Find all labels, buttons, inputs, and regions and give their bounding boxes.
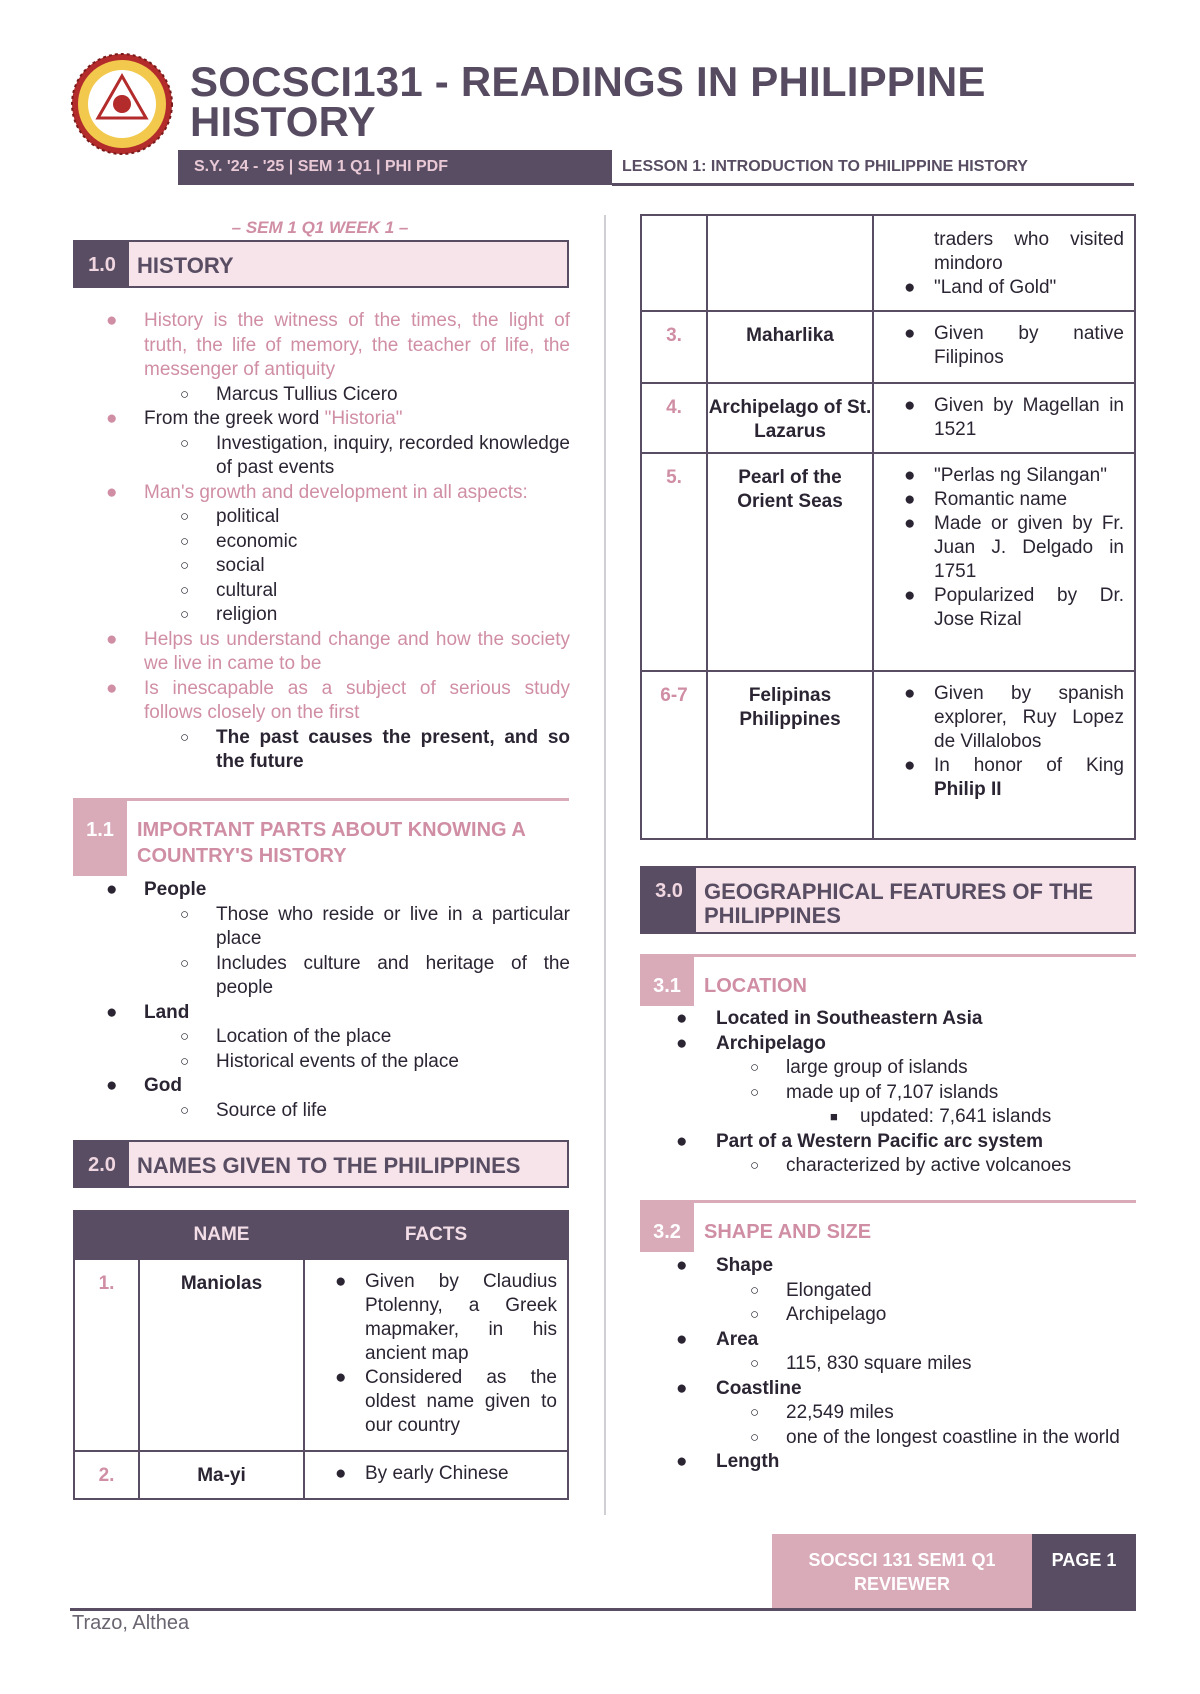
week-label: – SEM 1 Q1 WEEK 1 – (231, 218, 409, 237)
list-item: ○ The past causes the present, and so the future (180, 726, 570, 772)
title-line-2: HISTORY (190, 98, 376, 145)
section-3-0-header (640, 866, 1136, 934)
section-1-1-header (73, 798, 569, 876)
list-item: ● Archipelago (676, 1032, 826, 1054)
location-list (640, 1007, 1136, 1179)
list-item: ● Coastline (676, 1377, 802, 1399)
list-item: ○ Elongated (750, 1279, 872, 1301)
section-title: IMPORTANT PARTS ABOUT KNOWING A COUNTRY'S HISTORY (137, 819, 526, 867)
table-row: 1. Maniolas ● Given by Claudius Ptolenny, a Greek mapmaker, in his ancient map ● Considered as the oldest name given to our country (74, 1259, 568, 1451)
lesson-bar: LESSON 1: INTRODUCTION TO PHILIPPINE HISTORY (612, 150, 1134, 186)
list-item: ○ characterized by active volcanoes (750, 1155, 1072, 1176)
list-item: ● God (106, 1075, 182, 1096)
list-item: ■ updated: 7,641 islands (830, 1106, 1052, 1127)
section-number: 1.1 (73, 801, 127, 876)
section-number: 3.0 (642, 868, 696, 932)
title-line-1: SOCSCI131 - READINGS IN PHILIPPINE (190, 58, 986, 105)
list-item: ○ one of the longest coastline in the world (750, 1426, 1120, 1448)
section-3-2-header (640, 1200, 1136, 1252)
table-row: 3. Maharlika ● Given by native Filipinos (641, 311, 1135, 383)
section-3-1-header (640, 954, 1136, 1006)
list-item: ○ political (180, 506, 280, 527)
list-item: ○ Investigation, inquiry, recorded knowledge of past events (180, 432, 570, 478)
list-item: ○ made up of 7,107 islands (750, 1081, 999, 1103)
section-2-0-header (73, 1140, 569, 1188)
table-row: 6-7 Felipinas Philippines ● Given by spanish explorer, Ruy Lopez de Villalobos ● In honor of King Philip II (641, 671, 1135, 839)
column-header-facts: FACTS (304, 1211, 568, 1259)
table-row: 2. Ma-yi ● By early Chinese (74, 1451, 568, 1499)
list-item: ○ religion (180, 604, 278, 625)
list-item: ○ cultural (180, 579, 278, 601)
section-title: NAMES GIVEN TO THE PHILIPPINES (137, 1153, 521, 1178)
table-header-row (74, 1211, 568, 1259)
table-row: 5. Pearl of the Orient Seas ● "Perlas ng Silangan" ● Romantic name ● Made or given by Fr. Juan J. Delgado in 1751 ● Popularized by Dr. Jose Rizal (641, 453, 1135, 671)
list-item: ○ Archipelago (750, 1304, 887, 1325)
names-table-continued (640, 214, 1136, 840)
author-name: Trazo, Althea (72, 1612, 190, 1634)
list-item: ○ Historical events of the place (180, 1050, 459, 1072)
section-title: LOCATION (704, 975, 807, 997)
list-item: ● People (106, 879, 207, 900)
school-logo (70, 52, 174, 156)
list-item: ○ economic (180, 530, 298, 552)
section-number: 3.2 (640, 1203, 694, 1252)
table-row: traders who visited mindoro ● "Land of Gold" (641, 215, 1135, 311)
column-header-name: NAME (139, 1211, 304, 1259)
section-title: GEOGRAPHICAL FEATURES OF THE PHILIPPINES (704, 879, 1094, 928)
page-number: PAGE 1 (1032, 1534, 1136, 1610)
list-item: ○ Those who reside or live in a particular place (180, 903, 570, 949)
list-item: ○ Source of life (180, 1099, 327, 1121)
list-item: ● Helps us understand change and how the society we live in came to be (106, 628, 570, 674)
list-item: ● Is inescapable as a subject of serious study follows closely on the first (106, 677, 570, 723)
list-item: ○ 115, 830 square miles (750, 1353, 972, 1374)
list-item: ● Located in Southeastern Asia (676, 1008, 983, 1029)
names-table (73, 1210, 569, 1500)
history-list (70, 309, 570, 775)
list-item: ○ Includes culture and heritage of the people (180, 952, 570, 998)
list-item: ● From the greek word "Historia" (106, 408, 403, 429)
reviewer-badge: SOCSCI 131 SEM1 Q1 REVIEWER (772, 1534, 1032, 1610)
column-divider (604, 215, 606, 1515)
list-item: ○ large group of islands (750, 1057, 968, 1078)
shape-size-list (640, 1254, 1136, 1475)
section-title: SHAPE AND SIZE (704, 1221, 872, 1243)
section-1-0-header (73, 240, 569, 288)
list-item: ● Part of a Western Pacific arc system (676, 1130, 1044, 1152)
list-item: ● Shape (676, 1255, 774, 1276)
list-item: ● Area (676, 1328, 759, 1350)
list-item: ○ 22,549 miles (750, 1402, 894, 1423)
list-item: ● Man's growth and development in all aspects: (106, 481, 528, 503)
list-item: ● Land (106, 1001, 190, 1023)
footer-divider (70, 1608, 1136, 1611)
important-parts-list (70, 878, 570, 1123)
table-row: 4. Archipelago of St. Lazarus ● Given by Magellan in 1521 (641, 383, 1135, 453)
list-item: ● History is the witness of the times, the light of truth, the life of memory, the teacher of life, the messenger of antiquity (106, 310, 570, 380)
list-item: ○ social (180, 555, 265, 576)
section-number: 2.0 (75, 1142, 129, 1186)
list-item: ○ Marcus Tullius Cicero (180, 383, 398, 405)
list-item: ● Length (676, 1451, 780, 1472)
section-number: 3.1 (640, 957, 694, 1006)
section-number: 1.0 (75, 242, 129, 286)
school-year-bar: S.Y. '24 - '25 | SEM 1 Q1 | PHI PDF (178, 150, 612, 185)
section-title: HISTORY (137, 253, 234, 278)
page-title (190, 58, 986, 145)
list-item: ○ Location of the place (180, 1026, 392, 1047)
